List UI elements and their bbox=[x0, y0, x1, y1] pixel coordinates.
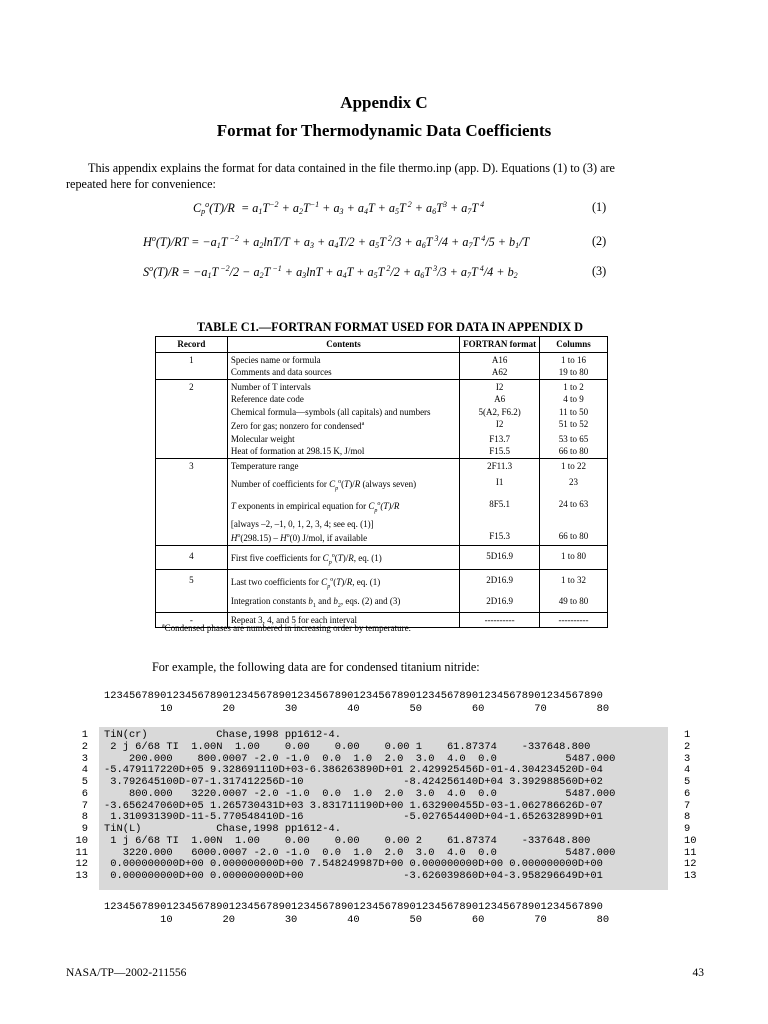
line-number: 12 bbox=[684, 858, 697, 871]
ruler-tens: 10 20 30 40 50 60 70 80 bbox=[104, 914, 610, 926]
thermo-data-block bbox=[104, 730, 615, 883]
line-number: 3 bbox=[81, 752, 88, 765]
footnote-marker: a bbox=[361, 421, 365, 427]
line-number: 8 bbox=[81, 811, 88, 824]
table-row: - Repeat 3, 4, and 5 for each interval ---------- ---------- bbox=[156, 613, 608, 628]
table-row: Number of coefficients for $C_p^o(T)/R$ (always seven) I1 23 bbox=[156, 472, 608, 495]
table-row: Integration constants $b_1$ and $b_2$, eqs. (2) and (3) 2D16.9 49 to 80 bbox=[156, 593, 608, 613]
appendix-heading: Appendix C bbox=[340, 93, 428, 112]
equation-2-number: (2) bbox=[592, 234, 607, 248]
example-intro: For example, the following data are for condensed titanium nitride: bbox=[152, 660, 480, 674]
table-row: Molecular weight F13.7 53 to 65 bbox=[156, 433, 608, 446]
report-number: NASA/TP—2002-211556 bbox=[66, 967, 187, 979]
table-row: 4 First five coefficients for $C_p^o(T)/R$, eq. (1) 5D16.9 1 to 80 bbox=[156, 545, 608, 569]
page-number: 43 bbox=[692, 967, 704, 979]
table-footnote: $^a$Condensed phases are numbered in increasing order by temperature. bbox=[162, 623, 411, 633]
equation-1: $C_p^o(T)/R = a_1T^{-2} + a_2T^{-1} + a_3 + a_4T + a_5T$ $^2 + a_6T^3 + a_7T$ $^4$ (1) bbox=[193, 200, 607, 216]
data-line: 1 j 6/68 TI 1.00N 1.00 0.00 0.00 0.00 2 61.87374 -337648.800 bbox=[104, 834, 591, 847]
table-row: 1 Species name or formula A16 1 to 16 bbox=[156, 352, 608, 366]
data-line: 0.000000000D+00 0.000000000D+00 -3.626039860D+04-3.958296649D+01 bbox=[104, 870, 603, 882]
line-number: 9 bbox=[81, 823, 88, 835]
header-contents: Contents bbox=[227, 337, 459, 353]
line-number: 5 bbox=[81, 776, 88, 788]
column-ruler-top bbox=[104, 690, 609, 716]
table-row: 2 Number of T intervals I2 1 to 2 bbox=[156, 379, 608, 393]
data-line: TiN(L) Chase,1998 pp1612-4. bbox=[104, 823, 341, 835]
line-number: 13 bbox=[75, 870, 88, 882]
table-header-row bbox=[156, 337, 608, 353]
header-format: FORTRAN format bbox=[460, 337, 540, 353]
intro-paragraph bbox=[66, 160, 626, 192]
header-columns: Columns bbox=[540, 337, 608, 353]
line-number: 10 bbox=[684, 834, 697, 847]
ruler-tens: 10 20 30 40 50 60 70 80 bbox=[104, 703, 610, 715]
line-number: 7 bbox=[684, 799, 691, 812]
line-number: 6 bbox=[81, 787, 88, 800]
table-row: $H^o(298.15) - H^o(0)$ J/mol, if available F15.3 66 to 80 bbox=[156, 530, 608, 545]
line-numbers-left bbox=[74, 730, 88, 883]
intro-text: This appendix explains the format for data contained in the file thermo.inp (app. D). Equations (1) to (3) are repeated here for convenience: bbox=[66, 161, 615, 191]
line-number: 7 bbox=[81, 799, 88, 812]
line-number: 2 bbox=[684, 740, 691, 753]
table-row: 3 Temperature range 2F11.3 1 to 22 bbox=[156, 458, 608, 472]
line-number: 13 bbox=[684, 870, 697, 882]
line-numbers-right bbox=[684, 730, 696, 883]
line-number: 9 bbox=[684, 823, 691, 835]
equation-3-number: (3) bbox=[592, 264, 607, 278]
header-record: Record bbox=[156, 337, 228, 353]
table-row: Comments and data sources A62 19 to 80 bbox=[156, 366, 608, 379]
fortran-format-table bbox=[155, 336, 608, 628]
data-line: 3.792645100D-07-1.317412256D-10 -8.424256140D+04 3.392988560D+02 bbox=[104, 776, 603, 788]
data-line: 2 j 6/68 TI 1.00N 1.00 0.00 0.00 0.00 1 61.87374 -337648.800 bbox=[104, 740, 591, 753]
line-number: 2 bbox=[81, 740, 88, 753]
line-number: 5 bbox=[684, 776, 691, 788]
line-number: 11 bbox=[684, 846, 697, 859]
data-line: 1.310931390D-11-5.770548410D-16 -5.027654400D+04-1.652632899D+01 bbox=[104, 811, 603, 824]
line-number: 11 bbox=[75, 846, 88, 859]
data-line: TiN(cr) Chase,1998 pp1612-4. bbox=[104, 729, 341, 741]
line-number: 1 bbox=[81, 729, 88, 741]
equation-3: $S^o(T)/R = -a_1T$ $^{-2}/2 - a_2T$ $^{-1} + a_3\ln T + a_4T + a_5T$ $^2/2 + a_6T$ $^3/3 + a_7T$ $^4/4 + b_2$ (3) bbox=[143, 264, 607, 280]
table-row: [always –2, –1, 0, 1, 2, 3, 4; see eq. (1)] bbox=[156, 518, 608, 531]
data-line: -3.656247060D+05 1.265730431D+03 3.831711190D+00 1.632900455D-03-1.062786626D-07 bbox=[104, 799, 603, 812]
table-row: Chemical formula—symbols (all capitals) and numbers 5(A2, F6.2) 11 to 50 bbox=[156, 406, 608, 419]
line-number: 6 bbox=[684, 787, 691, 800]
data-line: 200.000 800.0007 -2.0 -1.0 0.0 1.0 2.0 3.0 4.0 0.0 5487.000 bbox=[104, 752, 616, 765]
data-line: -5.479117220D+05 9.328691110D+03-6.386263890D+01 2.429925456D-01-4.304234520D-04 bbox=[104, 764, 603, 777]
data-line: 3220.000 6000.0007 -2.0 -1.0 0.0 1.0 2.0 3.0 4.0 0.0 5487.000 bbox=[104, 846, 616, 859]
table-row: Zero for gas; nonzero for condensed$^a$ I2 51 to 52 bbox=[156, 418, 608, 433]
equation-2: $H^o(T)/RT = -a_1T$ $^{-2} + a_2\ln T/T + a_3 + a_4T/2 + a_5T$ $^2/3 + a_6T$ $^3/4 + a_7T$ $^4/5 + b_1/T$ (2) bbox=[143, 234, 607, 250]
line-number: 4 bbox=[684, 764, 691, 777]
table-row: T exponents in empirical equation for $C_p^o(T)/R$ 8F5.1 24 to 63 bbox=[156, 495, 608, 517]
table-title: TABLE C1.—FORTRAN FORMAT USED FOR DATA IN APPENDIX D bbox=[196, 320, 584, 334]
line-number: 4 bbox=[81, 764, 88, 777]
ruler-digits: 12345678901234567890123456789012345678901234567890123456789012345678901234567890 bbox=[104, 901, 603, 913]
line-number: 12 bbox=[75, 858, 88, 871]
table-row: Heat of formation at 298.15 K, J/mol F15.5 66 to 80 bbox=[156, 445, 608, 458]
equation-1-number: (1) bbox=[592, 200, 607, 214]
line-number: 1 bbox=[684, 729, 691, 741]
data-line: 800.000 3220.0007 -2.0 -1.0 0.0 1.0 2.0 3.0 4.0 0.0 5487.000 bbox=[104, 787, 616, 800]
line-number: 10 bbox=[75, 834, 88, 847]
appendix-title: Format for Thermodynamic Data Coefficients bbox=[216, 121, 552, 140]
data-line: 0.000000000D+00 0.000000000D+00 7.548249987D+00 0.000000000D+00 0.000000000D+00 bbox=[104, 858, 603, 871]
column-ruler-bottom bbox=[104, 901, 609, 927]
table-row: 5 Last two coefficients for $C_p^o(T)/R$, eq. (1) 2D16.9 1 to 32 bbox=[156, 569, 608, 593]
line-number: 3 bbox=[684, 752, 691, 765]
ruler-digits: 12345678901234567890123456789012345678901234567890123456789012345678901234567890 bbox=[104, 690, 603, 702]
line-number: 8 bbox=[684, 811, 691, 824]
table-row: Reference date code A6 4 to 9 bbox=[156, 393, 608, 406]
